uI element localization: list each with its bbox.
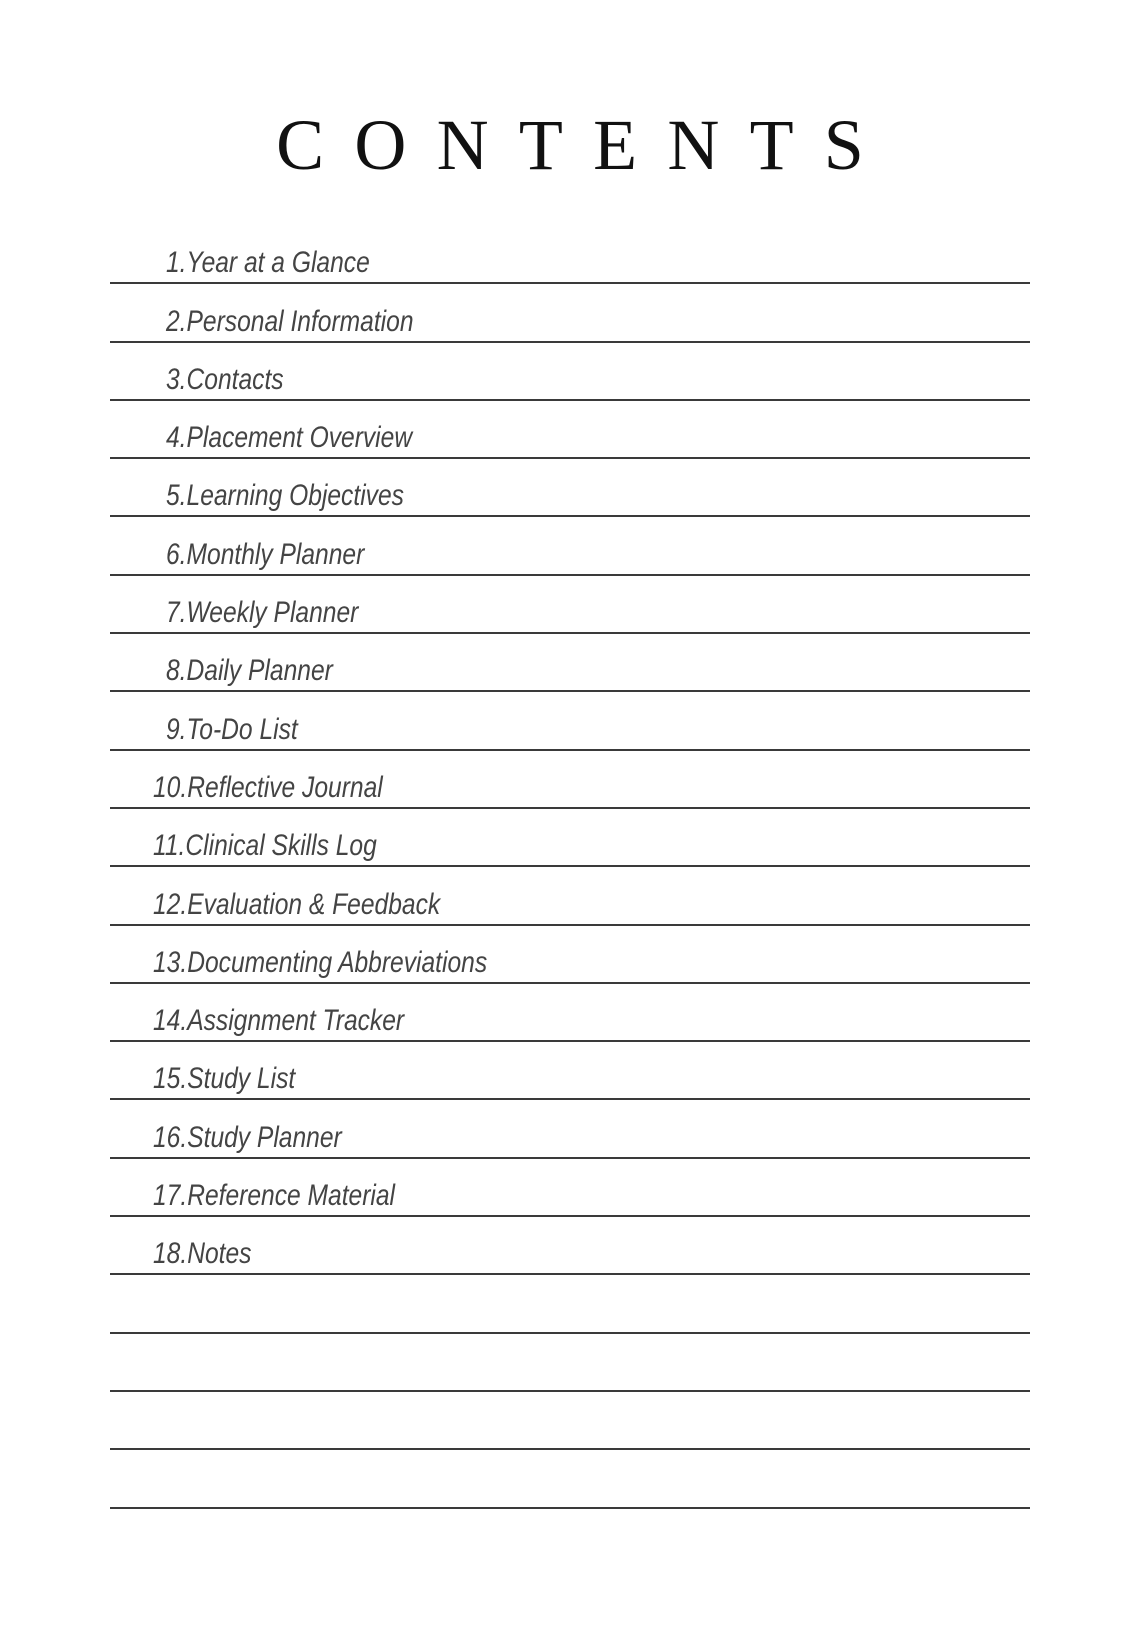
contents-item-label: 4.Placement Overview: [166, 421, 413, 455]
contents-row[interactable]: [110, 284, 1030, 342]
contents-row[interactable]: [110, 809, 1030, 867]
contents-row[interactable]: [110, 634, 1030, 692]
contents-row[interactable]: [110, 576, 1030, 634]
contents-row[interactable]: [110, 1159, 1030, 1217]
contents-row[interactable]: [110, 867, 1030, 925]
contents-row[interactable]: [110, 984, 1030, 1042]
contents-row[interactable]: [110, 459, 1030, 517]
contents-row[interactable]: [110, 343, 1030, 401]
blank-ruled-line: [110, 1392, 1030, 1450]
contents-item-label: 13.Documenting Abbreviations: [153, 945, 488, 979]
contents-item-label: 10.Reflective Journal: [153, 770, 383, 804]
page-title: CONTENTS: [276, 105, 895, 185]
contents-item-label: 1.Year at a Glance: [166, 246, 370, 280]
contents-item-label: 5.Learning Objectives: [166, 479, 404, 513]
contents-item-label: 3.Contacts: [166, 362, 284, 396]
contents-item-label: 18.Notes: [153, 1237, 252, 1271]
blank-ruled-line: [110, 1450, 1030, 1508]
contents-row[interactable]: [110, 926, 1030, 984]
contents-item-label: 16.Study Planner: [153, 1120, 342, 1154]
contents-item-label: 15.Study List: [153, 1062, 296, 1096]
contents-row[interactable]: [110, 1042, 1030, 1100]
contents-item-label: 8.Daily Planner: [166, 654, 333, 688]
contents-row[interactable]: [110, 692, 1030, 750]
blank-ruled-line: [110, 1334, 1030, 1392]
contents-row[interactable]: [110, 226, 1030, 284]
contents-item-label: 2.Personal Information: [166, 304, 414, 338]
contents-item-label: 9.To-Do List: [166, 712, 298, 746]
contents-item-label: 12.Evaluation & Feedback: [153, 887, 441, 921]
contents-row[interactable]: [110, 401, 1030, 459]
blank-ruled-line: [110, 1275, 1030, 1333]
contents-row[interactable]: [110, 1217, 1030, 1275]
contents-list: [110, 226, 1030, 1509]
contents-row[interactable]: [110, 751, 1030, 809]
contents-row[interactable]: [110, 517, 1030, 575]
contents-item-label: 6.Monthly Planner: [166, 537, 365, 571]
contents-item-label: 14.Assignment Tracker: [153, 1004, 405, 1038]
contents-item-label: 11.Clinical Skills Log: [153, 829, 377, 863]
contents-row[interactable]: [110, 1100, 1030, 1158]
contents-item-label: 17.Reference Material: [153, 1179, 396, 1213]
contents-item-label: 7.Weekly Planner: [166, 596, 359, 630]
